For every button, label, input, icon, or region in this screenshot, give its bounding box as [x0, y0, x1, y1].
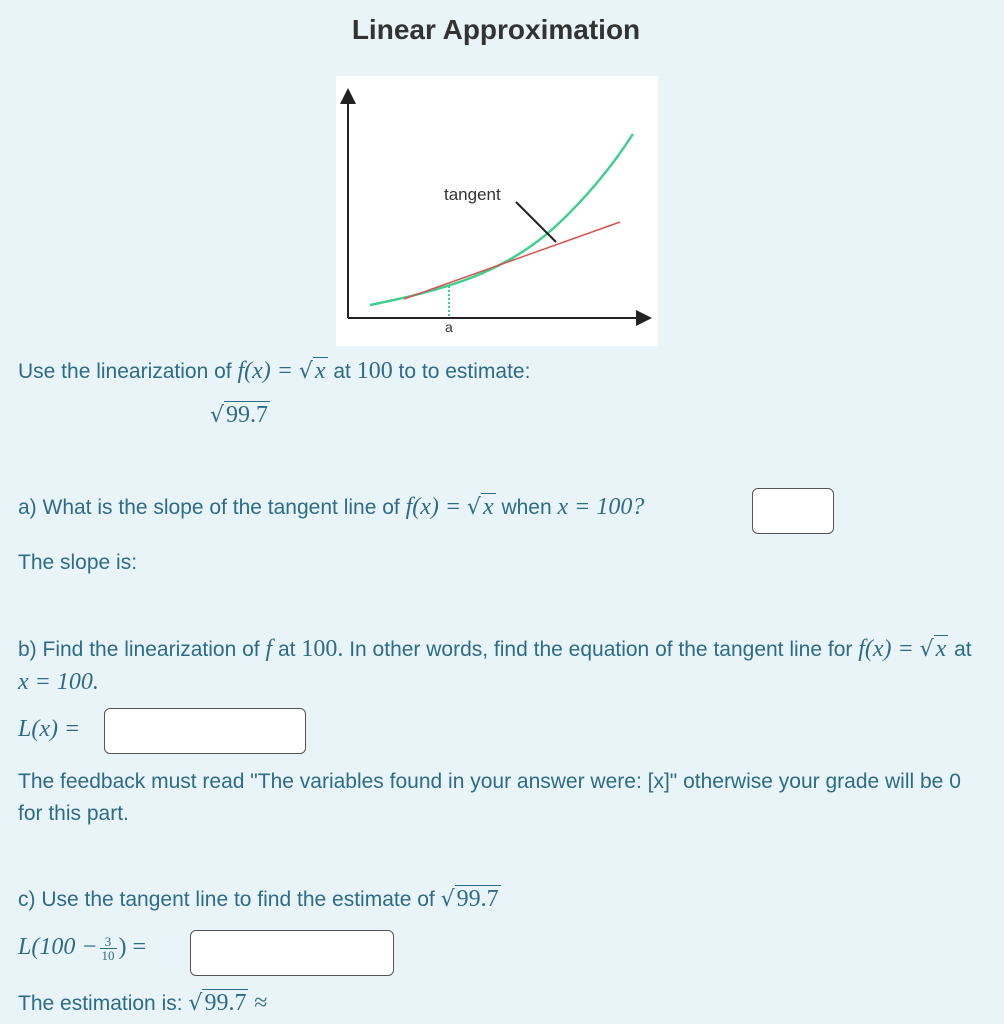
page-title: Linear Approximation: [351, 14, 641, 45]
linearization-input[interactable]: [104, 708, 306, 754]
sqrt-symbol: √99.7: [440, 886, 499, 912]
tangent-label: tangent: [444, 185, 501, 204]
intro-text: Use the linearization of f(x) = √x at 100 to to estimate:: [18, 358, 531, 384]
estimation-line: The estimation is: √99.7 ≈: [18, 990, 268, 1016]
feedback-note: The feedback must read "The variables found in your answer were: [x]" otherwise your grade will be 0 for this part.: [18, 770, 961, 825]
tangent-line: [404, 222, 620, 299]
tangent-diagram: [336, 76, 658, 346]
sqrt-symbol: √x: [919, 636, 947, 662]
l-expression: L(100 − $\frac{3}{10}$ ) =: [18, 933, 147, 963]
slope-label: The slope is:: [18, 551, 138, 574]
sqrt-symbol: √x: [466, 494, 494, 520]
lx-label: L(x) =: [18, 716, 81, 742]
slope-input[interactable]: [752, 488, 834, 534]
sqrt-symbol: √99.7: [210, 402, 269, 428]
function-curve: [370, 134, 633, 305]
estimate-input[interactable]: [190, 930, 394, 976]
fraction: $\frac{3}{10}$: [101, 933, 115, 963]
part-b-question: b) Find the linearization of f at 100. In other words, find the equation of the tangent line for f(x) = √x at x = 100.: [18, 633, 978, 699]
tangent-figure: [336, 76, 658, 346]
part-a-question: a) What is the slope of the tangent line of f(x) = √x when x = 100?: [18, 494, 645, 520]
sqrt-symbol: √x: [298, 358, 326, 384]
part-c-question: c) Use the tangent line to find the estimate of √99.7: [18, 886, 499, 912]
intro-estimate: [210, 402, 270, 429]
a-label: a: [445, 319, 453, 335]
sqrt-symbol: √99.7: [188, 990, 247, 1016]
tangent-pointer: [516, 202, 556, 242]
